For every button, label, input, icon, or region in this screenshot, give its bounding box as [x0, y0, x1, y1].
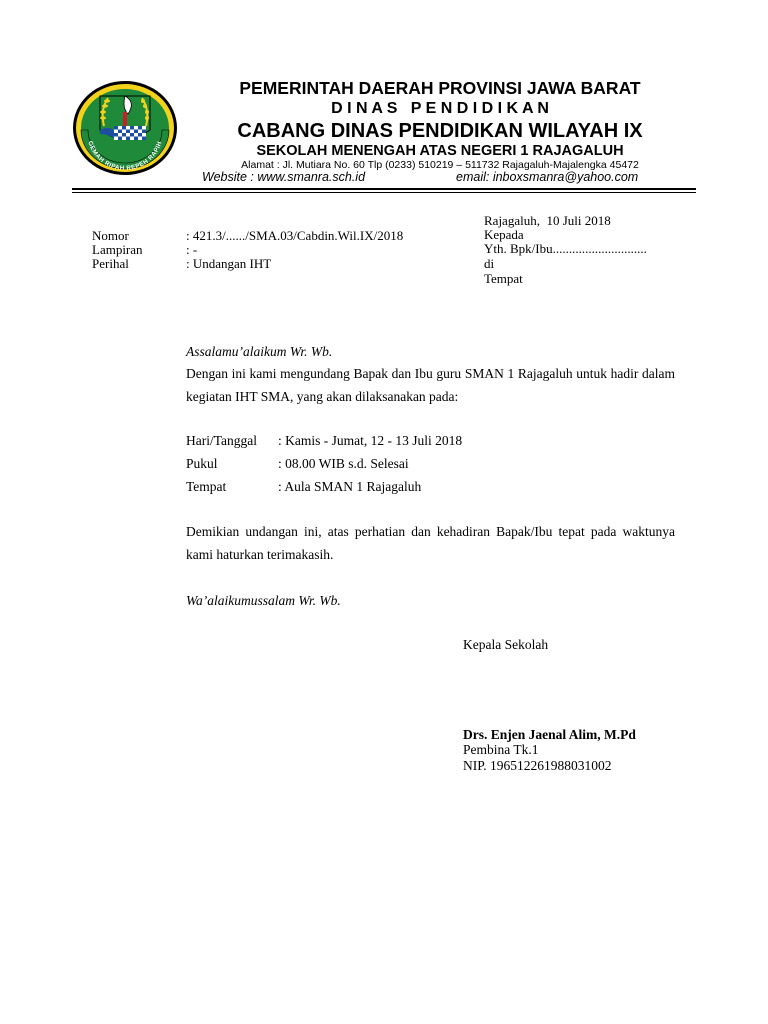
detail-value-hari: : Kamis - Jumat, 12 - 13 Juli 2018	[278, 433, 463, 448]
greeting: Assalamu’alaikum Wr. Wb.	[186, 344, 333, 359]
recipient-kepada: Kepada	[484, 227, 524, 242]
header-address: Alamat : Jl. Mutiara No. 60 Tlp (0233) 510219 – 511732 Rajagaluh-Majalengka 45472	[241, 159, 639, 171]
detail-label-pukul: Pukul	[186, 456, 218, 471]
meta-perihal-value: : Undangan IHT	[186, 256, 272, 271]
detail-value-tempat: : Aula SMAN 1 Rajagaluh	[278, 479, 422, 494]
closing-salam: Wa’alaikumussalam Wr. Wb.	[186, 593, 341, 608]
signature-rank: Pembina Tk.1	[463, 742, 539, 757]
jawa-barat-emblem	[70, 78, 180, 178]
recipient-di: di	[484, 256, 495, 271]
meta-lampiran-value: : -	[186, 242, 198, 257]
recipient-tempat: Tempat	[484, 271, 523, 286]
signature-nip: NIP. 196512261988031002	[463, 758, 612, 773]
body-paragraph-2: Demikian undangan ini, atas perhatian dan kehadiran Bapak/Ibu tepat pada waktunya kami haturkan terimakasih.	[186, 524, 675, 562]
detail-label-hari: Hari/Tanggal	[186, 433, 258, 448]
header-website: Website : www.smanra.sch.id	[202, 170, 366, 184]
header-sekolah: SEKOLAH MENENGAH ATAS NEGERI 1 RAJAGALUH	[256, 143, 624, 159]
meta-perihal-label: Perihal	[92, 256, 129, 271]
header-email: email: inboxsmanra@yahoo.com	[456, 170, 639, 184]
signature-name: Drs. Enjen Jaenal Alim, M.Pd	[463, 727, 636, 742]
recipient-yth: Yth. Bpk/Ibu.............................	[484, 241, 647, 256]
logo-motto: GEMAH RIPAH REPEH RAPIH	[86, 140, 164, 173]
header-divider-thick	[72, 188, 696, 190]
detail-value-pukul: : 08.00 WIB s.d. Selesai	[278, 456, 409, 471]
header-divider-thin	[72, 192, 696, 193]
header-dinas: D I N A S P E N D I D I K A N	[331, 100, 549, 117]
meta-nomor-value: : 421.3/....../SMA.03/Cabdin.Wil.IX/2018	[186, 228, 404, 243]
header-cabang: CABANG DINAS PENDIDIKAN WILAYAH IX	[237, 120, 643, 142]
detail-label-tempat: Tempat	[186, 479, 227, 494]
meta-lampiran-label: Lampiran	[92, 242, 143, 257]
meta-nomor-label: Nomor	[92, 228, 129, 243]
header-provinsi: PEMERINTAH DAERAH PROVINSI JAWA BARAT	[239, 78, 641, 98]
signature-title: Kepala Sekolah	[463, 637, 549, 652]
body-paragraph-1: Dengan ini kami mengundang Bapak dan Ibu guru SMAN 1 Rajagaluh untuk hadir dalam kegiatan IHT SMA, yang akan dilaksanakan pada:	[186, 366, 675, 404]
place-date: Rajagaluh, 10 Juli 2018	[484, 213, 611, 228]
